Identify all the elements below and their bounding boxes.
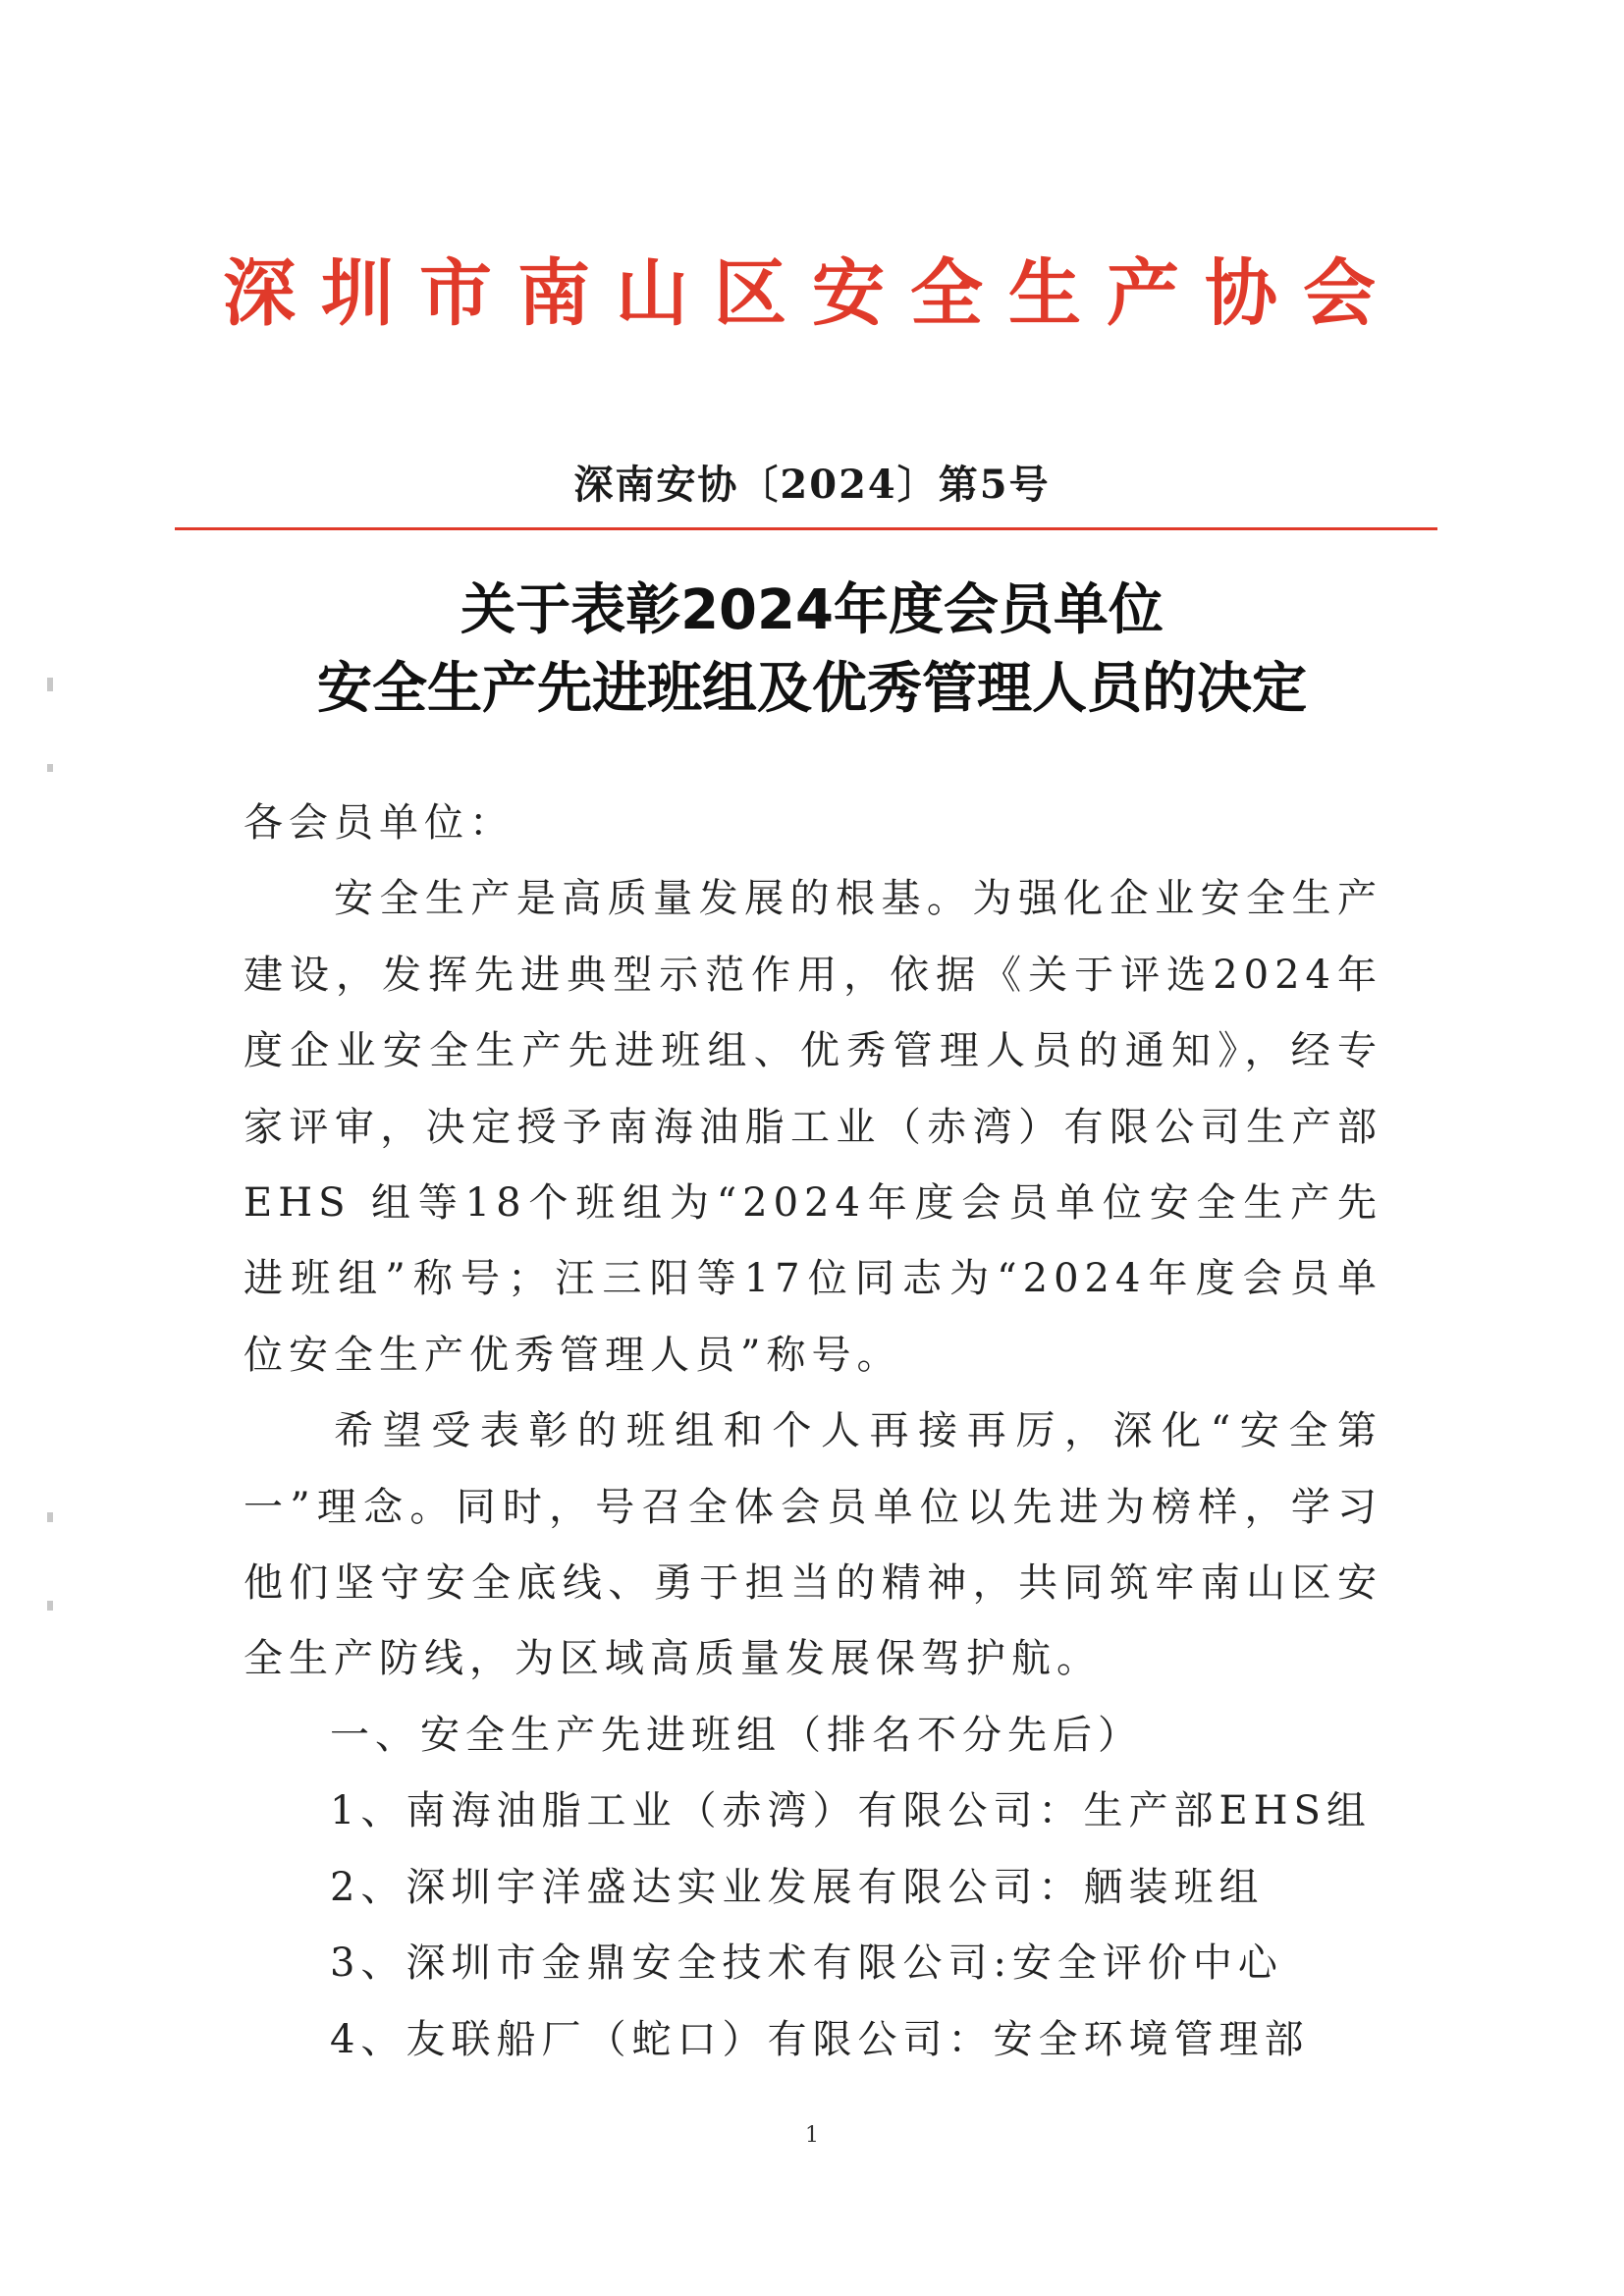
scan-artifact (47, 1512, 53, 1522)
paragraph-2: 希望受表彰的班组和个人再接再厉，深化“安全第一”理念。同时，号召全体会员单位以先进为榜样，学习他们坚守安全底线、勇于担当的精神，共同筑牢南山区安全生产防线，为区域高质量发展保驾护航。 (244, 1408, 1382, 1682)
document-body (244, 786, 1382, 2078)
scan-artifact (47, 678, 53, 691)
document-number: 深南安协〔2024〕第5号 (573, 462, 1051, 508)
list-item: 1、南海油脂工业（赤湾）有限公司：生产部EHS组 (330, 1788, 1372, 1834)
page-number: 1 (805, 2123, 819, 2148)
salutation: 各会员单位： (244, 800, 514, 846)
document-title-line-1: 关于表彰2024年度会员单位 (460, 578, 1164, 642)
list-item: 4、友联船厂（蛇口）有限公司：安全环境管理部 (330, 2016, 1310, 2062)
document-title (0, 572, 1624, 729)
list-item: 3、深圳市金鼎安全技术有限公司:安全评价中心 (330, 1941, 1283, 1987)
section-heading: 一、安全生产先进班组（排名不分先后） (330, 1712, 1143, 1758)
paragraph-1: 安全生产是高质量发展的根基。为强化企业安全生产建设，发挥先进典型示范作用，依据《关于评选2024年度企业安全生产先进班组、优秀管理人员的通知》，经专家评审，决定授予南海油脂工业（赤湾）有限公司生产部 EHS 组等18个班组为“2024年度会员单位安全生产先进班组”称号；汪三阳等17位同志为“2024年度会员单位安全生产优秀管理人员”称号。 (244, 876, 1382, 1378)
organization-name: 深圳市南山区安全生产协会 (223, 251, 1401, 336)
header-divider (175, 527, 1437, 530)
document-title-line-2: 安全生产先进班组及优秀管理人员的决定 (317, 657, 1307, 721)
scan-artifact (47, 1601, 53, 1611)
list-item: 2、深圳宇洋盛达实业发展有限公司：舾装班组 (330, 1864, 1265, 1910)
scan-artifact (47, 764, 53, 772)
